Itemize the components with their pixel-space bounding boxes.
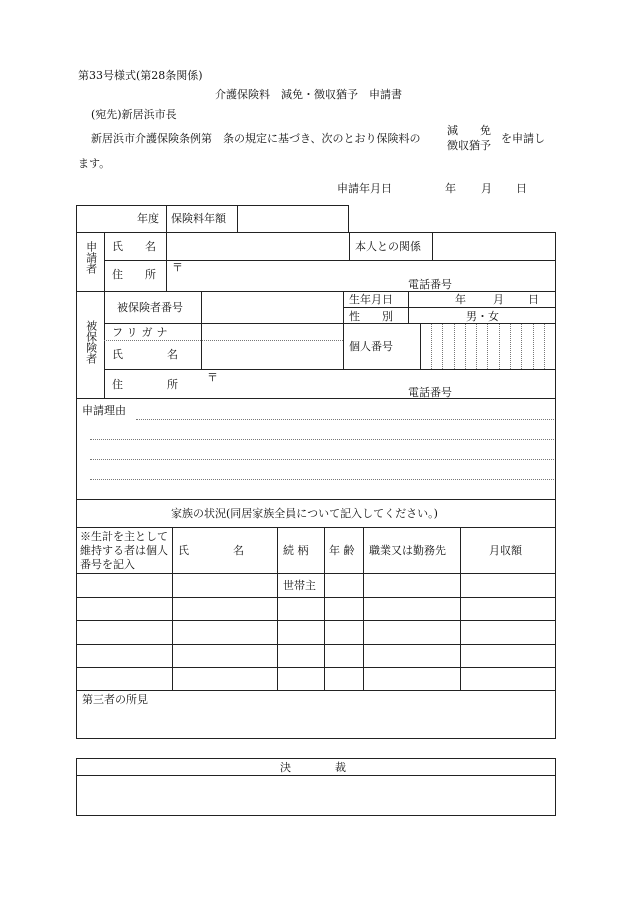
applicant-phone-label: 電話番号: [408, 278, 452, 291]
applicant-name-label: 氏 名: [112, 240, 156, 253]
third-party-label: 第三者の所見: [82, 693, 148, 706]
insured-name-label: 氏 名: [112, 348, 178, 361]
applicant-relation-label: 本人との関係: [355, 240, 421, 253]
apply-date-month: 月: [481, 182, 492, 195]
family-col-occupation: 職業又は勤務先: [369, 544, 446, 557]
decision-label: 決 裁: [280, 761, 346, 774]
apply-date-year: 年: [445, 182, 456, 195]
intro-text: 新居浜市介護保険条例第 条の規定に基づき、次のとおり保険料の: [91, 132, 421, 145]
apply-date-label: 申請年月日: [337, 182, 392, 195]
insured-phone-label: 電話番号: [408, 386, 452, 399]
form-number: 第33号様式(第28条関係): [78, 69, 203, 82]
addressee: (宛先)新居浜市長: [91, 108, 177, 121]
apply-date-day: 日: [516, 182, 527, 195]
insured-number-label: 被保険者番号: [117, 301, 183, 314]
insured-birth-year: 年: [455, 293, 466, 306]
family-col-age: 年 齢: [329, 544, 355, 557]
family-col-income: 月収額: [489, 544, 522, 557]
family-note: ※生計を主として維持する者は個人番号を記入: [80, 530, 168, 571]
family-col-name: 氏 名: [178, 544, 244, 557]
applicant-postal-mark: 〒: [172, 261, 183, 274]
intro-text-end: を申請し: [501, 132, 545, 145]
applicant-section-label: 申請者: [84, 241, 98, 274]
reason-label: 申請理由: [82, 404, 126, 417]
insured-postal-mark: 〒: [207, 371, 218, 384]
insured-section-label: 被保険者: [84, 320, 98, 364]
intro-option-reduction: 減 免: [447, 124, 491, 137]
insured-birth-day: 日: [528, 293, 539, 306]
insured-sex-value: 男・女: [466, 310, 499, 323]
insured-id-label: 個人番号: [349, 340, 393, 353]
insured-birth-month: 月: [493, 293, 504, 306]
applicant-address-label: 住 所: [112, 268, 156, 281]
family-heading: 家族の状況(同居家族全員について記入してください。): [171, 507, 438, 520]
form-title: 介護保険料 減免・徴収猶予 申請書: [215, 88, 402, 101]
premium-year-label: 年度: [137, 212, 159, 225]
reason-section: [76, 398, 556, 500]
family-head-of-household: 世帯主: [283, 579, 316, 592]
family-col-relation: 続 柄: [283, 544, 309, 557]
intro-option-deferral: 徴収猶予: [447, 139, 491, 152]
insured-sex-label: 性 別: [349, 310, 393, 323]
insured-birth-label: 生年月日: [349, 293, 393, 306]
third-party-section: [76, 690, 556, 739]
insured-furigana-label: フリガナ: [112, 326, 172, 339]
premium-amount-label: 保険料年額: [171, 212, 226, 225]
intro-continuation: ます。: [78, 157, 111, 170]
insured-address-label: 住 所: [112, 378, 178, 391]
